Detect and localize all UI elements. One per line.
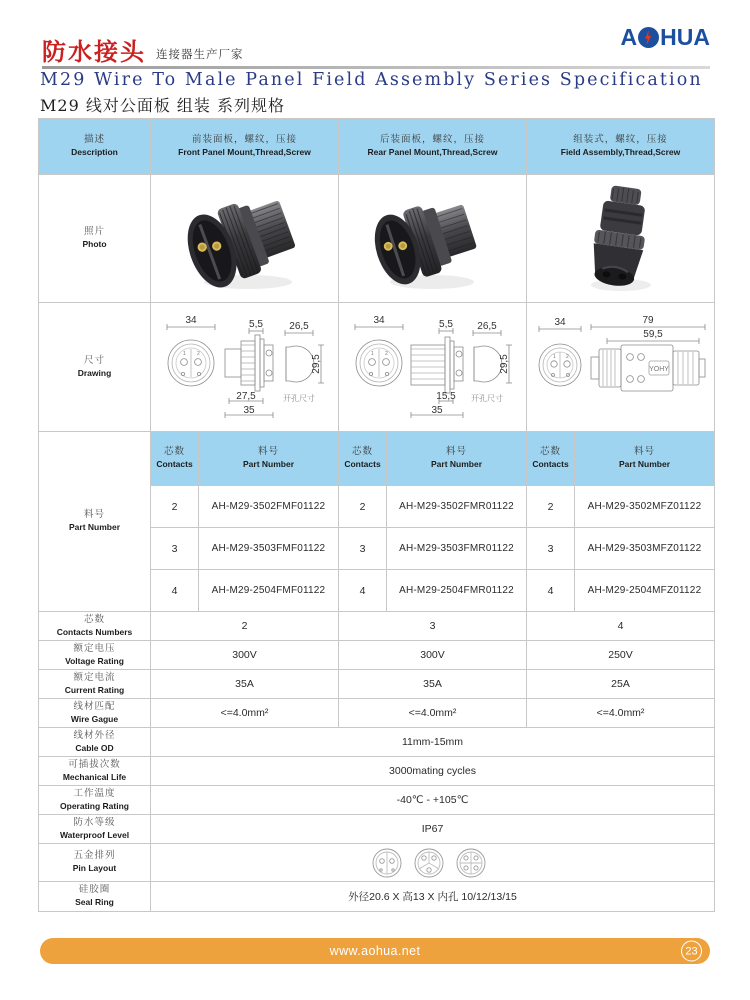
dim-thread: 5,5 [249,319,263,330]
cell-value: 35A [339,670,527,699]
pin-layout-2-icon [373,849,401,877]
dim-body-length: 59,5 [643,329,663,340]
cell-part-number: AH-M29-3502MFZ01122 [575,486,715,528]
cell-value: <=4.0mm² [151,699,339,728]
cell-value: -40℃ - +105℃ [151,786,715,815]
row-label-seal-ring: 硅胶圈 Seal Ring [39,882,151,912]
table-row-part-number-header [39,432,715,486]
header-divider [42,66,710,69]
row-label-contacts-numbers: 芯数 Contacts Numbers [39,612,151,641]
cell-value: 25A [527,670,715,699]
table-row-seal-ring [39,882,715,912]
svg-text:1: 1 [553,354,556,360]
logo-text-hua: HUA [660,24,710,50]
cell-value: 250V [527,641,715,670]
cell-value: IP67 [151,815,715,844]
table-row-wire-gauge [39,699,715,728]
cell-value: <=4.0mm² [527,699,715,728]
cutout-note: 开孔尺寸 [471,394,503,403]
cell-value: 2 [151,612,339,641]
cell-contacts: 3 [339,528,387,570]
page-footer [40,938,710,964]
table-row-drawing [39,303,715,432]
page-number-badge: 23 [681,941,702,962]
cell-contacts: 2 [527,486,575,528]
row-label-pin-layout: 五金排列 Pin Layout [39,844,151,882]
cell-contacts: 4 [151,570,199,612]
subheader-partnumber-3: 料号 Part Number [575,432,715,486]
dim-cutout-width: 26,5 [477,321,497,332]
row-label-cable-od: 线材外径 Cable OD [39,728,151,757]
column-header-rear-panel: 后装面板，螺纹，压接 Rear Panel Mount,Thread,Screw [339,119,527,175]
subheader-partnumber-2: 料号 Part Number [387,432,527,486]
cell-contacts: 3 [151,528,199,570]
table-row-operating-rating [39,786,715,815]
page-title-en: M29 Wire To Male Panel Field Assembly Series Specification [40,70,703,90]
table-row-current-rating [39,670,715,699]
logo-letter-a: A [620,24,638,50]
dim-total-length: 79 [642,315,654,326]
table-row-voltage-rating [39,641,715,670]
table-row-pin-layout [39,844,715,882]
cell-value: 300V [339,641,527,670]
row-label-part-number: 料号 Part Number [39,432,151,612]
pin-layout-3-icon [415,849,443,877]
photo-field-assembly-connector [527,175,715,303]
column-header-front-panel: 前装面板，螺纹，压接 Front Panel Mount,Thread,Screw [151,119,339,175]
cell-contacts: 2 [339,486,387,528]
row-label-waterproof-level: 防水等级 Waterproof Level [39,815,151,844]
row-label-mechanical-life: 可插拔次数 Mechanical Life [39,757,151,786]
table-row-waterproof-level [39,815,715,844]
svg-text:1: 1 [371,351,374,357]
column-header-field-assembly: 组装式，螺纹，压接 Field Assembly,Thread,Screw [527,119,715,175]
dim-cutout-height: 29,5 [499,354,510,374]
table-row-contacts-numbers [39,612,715,641]
drawing-brand-mark: YOHY [649,366,669,373]
dim-face-diameter: 34 [554,317,566,328]
photo-front-panel-connector [151,175,339,303]
drawing-field-assembly [527,303,715,432]
row-label-current-rating: 额定电流 Current Rating [39,670,151,699]
table-row-photo [39,175,715,303]
svg-text:1: 1 [183,351,186,357]
subheader-contacts-1: 芯数 Contacts [151,432,199,486]
row-label-wire-gauge: 线材匹配 Wire Gague [39,699,151,728]
cell-part-number: AH-M29-2504FMF01122 [199,570,339,612]
cell-value: 3000mating cycles [151,757,715,786]
svg-text:2: 2 [197,351,200,357]
row-label-voltage-rating: 额定电压 Voltage Rating [39,641,151,670]
svg-text:2: 2 [566,354,569,360]
website-url[interactable]: www.aohua.net [329,944,421,958]
subheader-partnumber-1: 料号 Part Number [199,432,339,486]
dim-cutout-height: 29,5 [311,354,322,374]
cell-part-number: AH-M29-2504FMR01122 [387,570,527,612]
cell-part-number: AH-M29-3503FMF01122 [199,528,339,570]
cell-value: 300V [151,641,339,670]
cell-seal-ring-value: 外径20.6 X 高13 X 内孔 10/12/13/15 [151,882,715,912]
specification-table [38,118,715,912]
cell-contacts: 4 [339,570,387,612]
cutout-note: 开孔尺寸 [283,394,315,403]
dim-total-length: 35 [243,405,255,416]
drawing-front-panel [151,303,339,432]
dim-thread: 5,5 [439,319,453,330]
row-label-operating-rating: 工作温度 Operating Rating [39,786,151,815]
brand-tagline: 连接器生产厂家 [156,48,244,61]
dim-face-diameter: 34 [373,315,385,326]
photo-rear-panel-connector [339,175,527,303]
dim-body-length: 27,5 [236,391,256,402]
cell-pin-layout-diagrams [151,844,715,882]
cell-contacts: 2 [151,486,199,528]
cell-part-number: AH-M29-3502FMR01122 [387,486,527,528]
dim-face-diameter: 34 [185,315,197,326]
row-label-drawing: 尺寸 Drawing [39,303,151,432]
cell-value: <=4.0mm² [339,699,527,728]
table-row-description [39,119,715,175]
cell-value: 4 [527,612,715,641]
table-row-mechanical-life [39,757,715,786]
brand-name-cn: 防水接头 [42,37,146,66]
cell-value: 11mm-15mm [151,728,715,757]
row-label-description: 描述 Description [39,119,151,175]
cell-part-number: AH-M29-2504MFZ01122 [575,570,715,612]
subheader-contacts-2: 芯数 Contacts [339,432,387,486]
cell-value: 3 [339,612,527,641]
subheader-contacts-3: 芯数 Contacts [527,432,575,486]
drawing-rear-panel [339,303,527,432]
cell-value: 35A [151,670,339,699]
cell-contacts: 4 [527,570,575,612]
lightning-bolt-icon [638,27,659,48]
cell-contacts: 3 [527,528,575,570]
page-title-cn: M29 线对公面板 组装 系列规格 [40,96,286,115]
svg-text:2: 2 [385,351,388,357]
dim-total-length: 35 [431,405,443,416]
dim-body-length: 15,5 [436,391,456,402]
aohua-logo [621,26,710,49]
table-row-cable-od [39,728,715,757]
cell-part-number: AH-M29-3503FMR01122 [387,528,527,570]
cell-part-number: AH-M29-3502FMF01122 [199,486,339,528]
pin-layout-4-icon [457,849,485,877]
dim-cutout-width: 26,5 [289,321,309,332]
row-label-photo: 照片 Photo [39,175,151,303]
cell-part-number: AH-M29-3503MFZ01122 [575,528,715,570]
